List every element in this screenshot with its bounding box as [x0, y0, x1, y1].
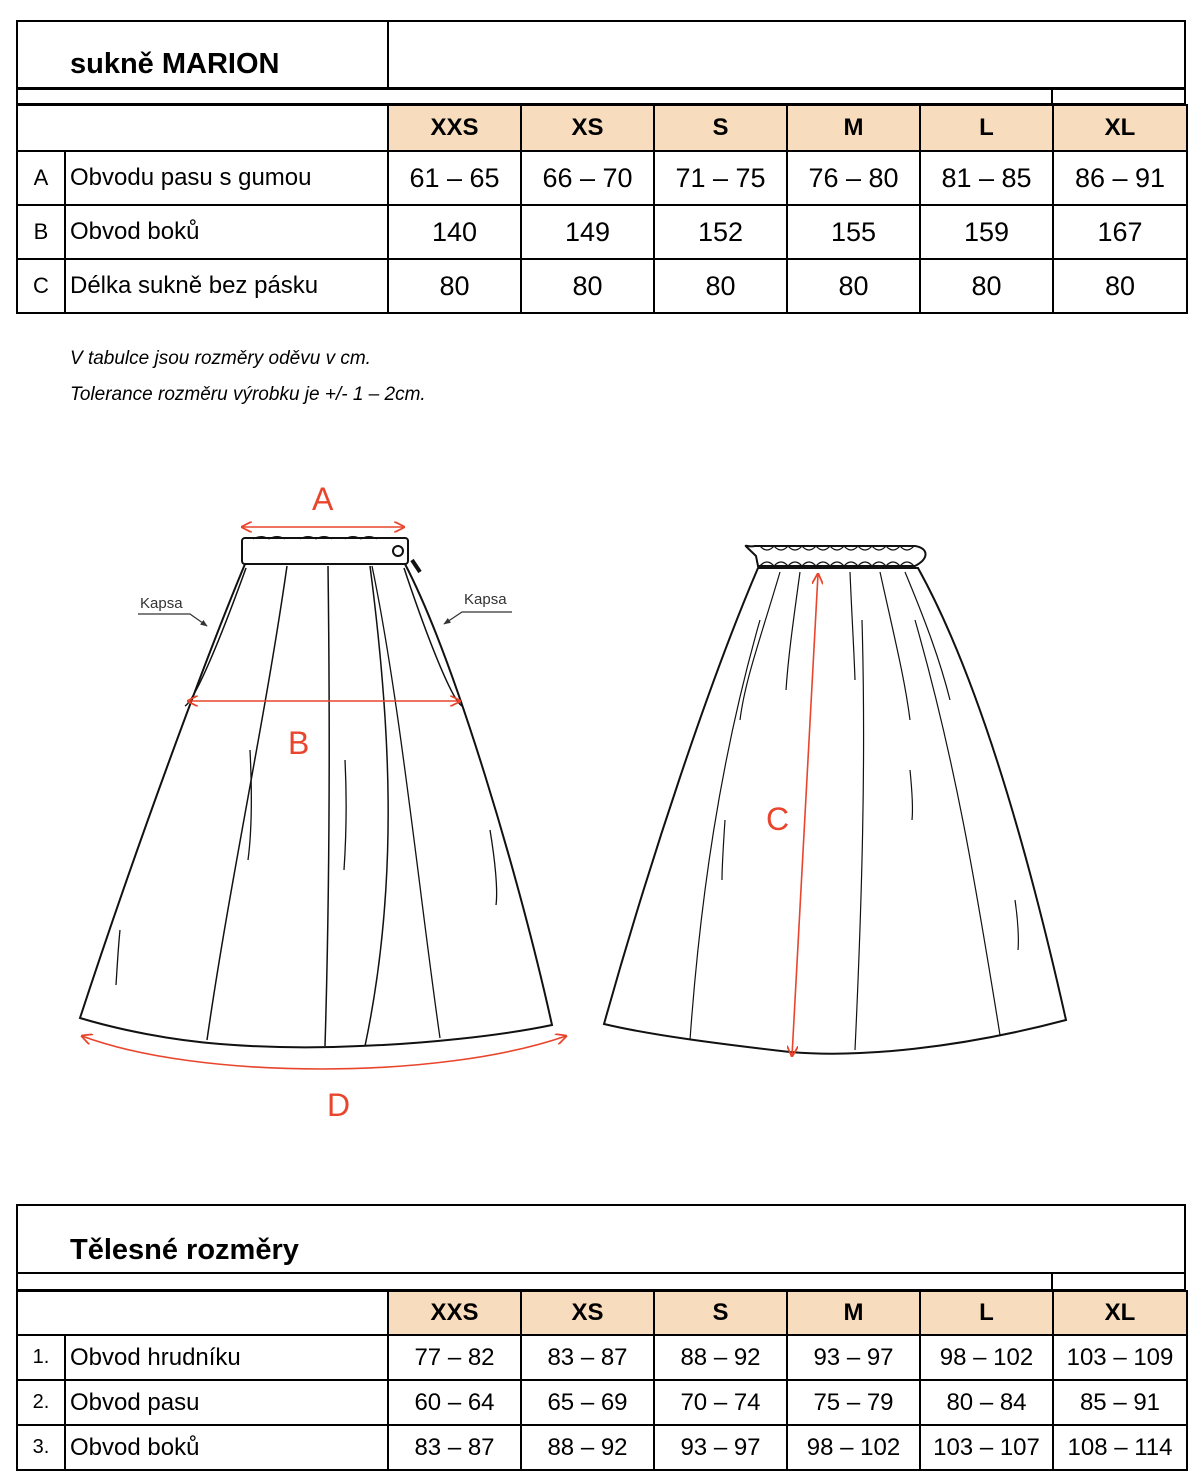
table-row	[17, 1425, 1187, 1470]
pocket-label-right: Kapsa	[464, 591, 507, 608]
row-label: Obvod boků	[65, 1425, 388, 1470]
size-value: 81 – 85	[920, 151, 1053, 205]
label-b: B	[288, 725, 310, 761]
back-skirt-outline	[604, 546, 1066, 1054]
body-spacer-strip	[16, 1272, 1186, 1291]
size-value: 61 – 65	[388, 151, 521, 205]
table-row	[17, 1335, 1187, 1380]
size-value: 77 – 82	[388, 1335, 521, 1380]
row-number: 1.	[17, 1335, 65, 1380]
size-value: 80	[521, 259, 654, 313]
size-header: S	[654, 1291, 787, 1335]
front-skirt-outline	[80, 537, 552, 1048]
table-row	[17, 1380, 1187, 1425]
size-value: 80	[787, 259, 920, 313]
note-tolerance: Tolerance rozměru výrobku je +/- 1 – 2cm.	[70, 384, 426, 405]
size-value: 155	[787, 205, 920, 259]
row-label: Obvod boků	[65, 205, 388, 259]
size-header: M	[787, 105, 920, 151]
size-header: M	[787, 1291, 920, 1335]
body-table-title: Tělesné rozměry	[70, 1234, 299, 1266]
size-value: 60 – 64	[388, 1380, 521, 1425]
size-header: XL	[1053, 1291, 1187, 1335]
size-value: 98 – 102	[787, 1425, 920, 1470]
size-value: 93 – 97	[654, 1425, 787, 1470]
table-row	[17, 259, 1187, 313]
label-a: A	[312, 481, 334, 517]
size-value: 76 – 80	[787, 151, 920, 205]
skirt-diagram	[0, 460, 1200, 1180]
note-units: V tabulce jsou rozměry oděvu v cm.	[70, 348, 371, 369]
product-spacer-divider	[1051, 88, 1053, 105]
pocket-label-left: Kapsa	[140, 595, 183, 612]
product-header-row	[17, 105, 1187, 151]
body-spacer-divider	[1051, 1272, 1053, 1291]
row-letter: B	[17, 205, 65, 259]
size-header: S	[654, 105, 787, 151]
row-label: Délka sukně bez pásku	[65, 259, 388, 313]
size-value: 80	[388, 259, 521, 313]
size-value: 103 – 107	[920, 1425, 1053, 1470]
size-header: XS	[521, 105, 654, 151]
size-value: 80	[1053, 259, 1187, 313]
size-value: 88 – 92	[654, 1335, 787, 1380]
size-header: XXS	[388, 1291, 521, 1335]
size-value: 71 – 75	[654, 151, 787, 205]
product-table-title: sukně MARION	[70, 48, 280, 80]
row-number: 2.	[17, 1380, 65, 1425]
body-size-table	[16, 1290, 1188, 1471]
size-value: 98 – 102	[920, 1335, 1053, 1380]
size-header: L	[920, 1291, 1053, 1335]
size-value: 75 – 79	[787, 1380, 920, 1425]
row-letter: C	[17, 259, 65, 313]
size-header: XL	[1053, 105, 1187, 151]
size-value: 83 – 87	[388, 1425, 521, 1470]
row-letter: A	[17, 151, 65, 205]
product-title-divider	[387, 20, 389, 89]
table-row	[17, 205, 1187, 259]
product-spacer-strip	[16, 88, 1186, 105]
size-header: L	[920, 105, 1053, 151]
size-value: 80 – 84	[920, 1380, 1053, 1425]
table-row	[17, 151, 1187, 205]
size-value: 66 – 70	[521, 151, 654, 205]
size-value: 86 – 91	[1053, 151, 1187, 205]
row-label: Obvod pasu	[65, 1380, 388, 1425]
row-label: Obvodu pasu s gumou	[65, 151, 388, 205]
header-blank-cell	[17, 1291, 388, 1335]
header-blank-cell	[17, 105, 388, 151]
size-value: 80	[654, 259, 787, 313]
size-value: 140	[388, 205, 521, 259]
size-value: 152	[654, 205, 787, 259]
size-value: 149	[521, 205, 654, 259]
size-value: 108 – 114	[1053, 1425, 1187, 1470]
size-header: XS	[521, 1291, 654, 1335]
label-c: C	[766, 801, 790, 837]
size-value: 103 – 109	[1053, 1335, 1187, 1380]
label-d: D	[327, 1087, 351, 1123]
size-value: 88 – 92	[521, 1425, 654, 1470]
row-number: 3.	[17, 1425, 65, 1470]
size-value: 83 – 87	[521, 1335, 654, 1380]
size-header: XXS	[388, 105, 521, 151]
size-value: 70 – 74	[654, 1380, 787, 1425]
row-label: Obvod hrudníku	[65, 1335, 388, 1380]
size-value: 93 – 97	[787, 1335, 920, 1380]
size-value: 159	[920, 205, 1053, 259]
size-value: 85 – 91	[1053, 1380, 1187, 1425]
size-value: 167	[1053, 205, 1187, 259]
size-value: 80	[920, 259, 1053, 313]
size-value: 65 – 69	[521, 1380, 654, 1425]
body-header-row	[17, 1291, 1187, 1335]
product-size-table	[16, 104, 1188, 314]
